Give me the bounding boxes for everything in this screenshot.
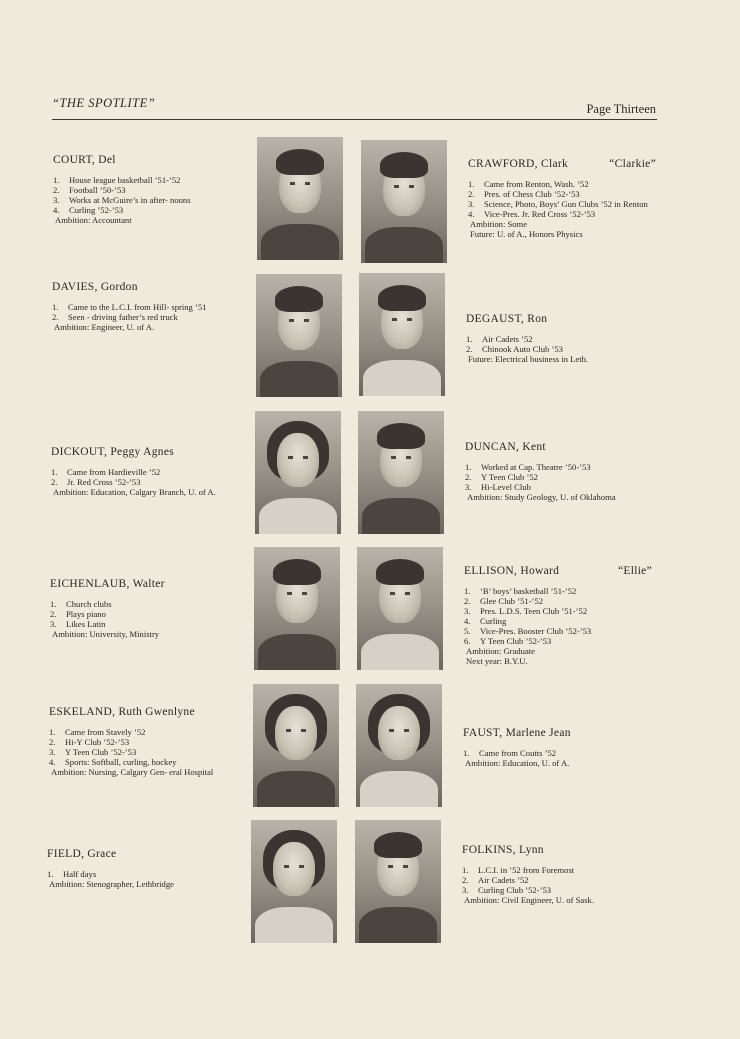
- activity-number: 2.: [50, 609, 57, 619]
- activity-item: [462, 875, 642, 885]
- activity-list: [47, 869, 237, 879]
- activity-item: [466, 334, 656, 344]
- student-name: [466, 313, 656, 325]
- student-photo-faust: [356, 684, 442, 807]
- student-name-text: FIELD, Grace: [47, 848, 117, 860]
- student-name: [47, 848, 237, 860]
- student-entry: [47, 848, 237, 889]
- activity-list: [465, 462, 645, 492]
- activity-list: [463, 748, 643, 758]
- activity-item: [49, 727, 234, 737]
- student-ambition: Ambition: Civil Engineer, U. of Sask.: [464, 895, 594, 905]
- activity-text: Curling: [480, 616, 507, 626]
- activity-number: 3.: [465, 482, 472, 492]
- activity-number: 1.: [465, 462, 472, 472]
- student-entry: [49, 706, 234, 777]
- student-ambition: Ambition: Nursing, Calgary Gen- eral Hospital: [51, 767, 214, 777]
- activity-item: [51, 477, 236, 487]
- activity-number: 2.: [468, 189, 475, 199]
- activity-number: 2.: [51, 477, 58, 487]
- activity-text: Seen - driving father’s red truck: [68, 312, 178, 322]
- student-ambition: Ambition: Study Geology, U. of Oklahoma: [467, 492, 616, 502]
- activity-item: [49, 757, 234, 767]
- student-name: [464, 565, 652, 577]
- activity-text: L.C.I. in ’52 from Foremost: [478, 865, 575, 875]
- activity-number: 2.: [465, 472, 472, 482]
- student-name: [51, 446, 236, 458]
- activity-item: [466, 344, 656, 354]
- activity-list: [53, 175, 238, 215]
- activity-number: 4.: [49, 757, 56, 767]
- activity-item: [468, 209, 656, 219]
- student-photo-field: [251, 820, 337, 943]
- activity-text: Y Teen Club ’52-’53: [480, 636, 552, 646]
- student-photo-court: [257, 137, 343, 260]
- activity-list: [49, 727, 234, 767]
- student-entry: [462, 844, 642, 905]
- activity-number: 1.: [464, 586, 471, 596]
- activity-text: Chinook Auto Club ’53: [482, 344, 563, 354]
- activity-item: [462, 885, 642, 895]
- student-photo-duncan: [358, 411, 444, 534]
- activity-item: [464, 616, 652, 626]
- student-name-text: DEGAUST, Ron: [466, 313, 548, 325]
- student-name: [468, 158, 656, 170]
- activity-text: Sports: Softball, curling, hockey: [65, 757, 177, 767]
- activity-item: [464, 586, 652, 596]
- activity-number: 3.: [464, 606, 471, 616]
- student-ambition: Ambition: Graduate: [466, 646, 535, 656]
- student-ambition: Ambition: Some: [470, 219, 528, 229]
- activity-number: 2.: [466, 344, 473, 354]
- activity-list: [468, 179, 656, 219]
- activity-text: Glee Club ’51-’52: [480, 596, 544, 606]
- activity-number: 1.: [462, 865, 469, 875]
- activity-text: Vice-Pres. Jr. Red Cross ’52-’53: [484, 209, 596, 219]
- student-entry: [466, 313, 656, 364]
- activity-text: Half days: [63, 869, 97, 879]
- student-entry: [50, 578, 235, 639]
- activity-text: ‘B’ boys’ basketball ’51-’52: [480, 586, 577, 596]
- student-name: [465, 441, 645, 453]
- student-nickname: “Clarkie”: [609, 158, 656, 170]
- activity-text: Likes Latin: [66, 619, 106, 629]
- activity-text: Jr. Red Cross ’52-’53: [67, 477, 141, 487]
- student-ambition: Ambition: Education, Calgary Branch, U. of A.: [53, 487, 216, 497]
- student-ambition: Ambition: Engineer, U. of A.: [54, 322, 155, 332]
- student-entry: [464, 565, 652, 666]
- activity-text: Curling Club ’52-’53: [478, 885, 552, 895]
- activity-text: Hi-Y Club ’52-’53: [65, 737, 130, 747]
- student-name-text: COURT, Del: [53, 154, 116, 166]
- student-photo-crawford: [361, 140, 447, 263]
- activity-text: Came from Coutts ’52: [479, 748, 557, 758]
- activity-number: 1.: [51, 467, 58, 477]
- student-entry: [53, 154, 238, 225]
- student-entry: [51, 446, 236, 497]
- activity-text: Pres. of Chess Club ’52-’53: [484, 189, 580, 199]
- student-entry: [463, 727, 643, 768]
- activity-number: 4.: [468, 209, 475, 219]
- activity-item: [52, 302, 237, 312]
- student-future: Future: U. of A., Honors Physics: [470, 229, 583, 239]
- activity-text: Air Cadets ’52: [482, 334, 533, 344]
- student-name-text: FAUST, Marlene Jean: [463, 727, 571, 739]
- activity-number: 1.: [47, 869, 54, 879]
- activity-text: Plays piano: [66, 609, 106, 619]
- activity-number: 2.: [53, 185, 60, 195]
- activity-text: House league basketball ’51-’52: [69, 175, 181, 185]
- student-name: [52, 281, 237, 293]
- activity-number: 5.: [464, 626, 471, 636]
- activity-number: 6.: [464, 636, 471, 646]
- student-photo-folkins: [355, 820, 441, 943]
- student-nickname: “Ellie”: [617, 565, 652, 577]
- student-photo-davies: [256, 274, 342, 397]
- publication-title: “THE SPOTLITE”: [52, 96, 156, 110]
- student-future: Next year: B.Y.U.: [466, 656, 528, 666]
- activity-number: 3.: [49, 747, 56, 757]
- student-ambition: Ambition: Education, U. of A.: [465, 758, 570, 768]
- student-ambition: Future: Electrical business in Leth.: [468, 354, 589, 364]
- activity-text: Y Teen Club ’52: [481, 472, 538, 482]
- activity-text: Air Cadets ’52: [478, 875, 529, 885]
- activity-item: [51, 467, 236, 477]
- activity-number: 1.: [466, 334, 473, 344]
- student-name-text: EICHENLAUB, Walter: [50, 578, 165, 590]
- activity-number: 2.: [464, 596, 471, 606]
- activity-list: [52, 302, 237, 322]
- student-photo-degaust: [359, 273, 445, 396]
- student-name: [462, 844, 642, 856]
- student-name: [49, 706, 234, 718]
- activity-text: Came from Stavely ’52: [65, 727, 146, 737]
- activity-text: Worked at Cap. Theatre ’50-’53: [481, 462, 591, 472]
- activity-item: [53, 175, 238, 185]
- activity-number: 4.: [464, 616, 471, 626]
- activity-text: Pres. L.D.S. Teen Club ’51-’52: [480, 606, 588, 616]
- activity-list: [464, 586, 652, 646]
- activity-number: 3.: [462, 885, 469, 895]
- activity-text: Science, Photo, Boys’ Gun Clubs ’52 in Renton: [484, 199, 648, 209]
- activity-item: [465, 472, 645, 482]
- activity-item: [49, 747, 234, 757]
- activity-item: [53, 185, 238, 195]
- student-ambition: Ambition: Accountant: [55, 215, 132, 225]
- activity-number: 3.: [468, 199, 475, 209]
- student-entry: [468, 158, 656, 239]
- activity-text: Church clubs: [66, 599, 112, 609]
- activity-number: 1.: [468, 179, 475, 189]
- activity-item: [468, 199, 656, 209]
- activity-number: 2.: [462, 875, 469, 885]
- activity-text: Works at McGuire’s in after- noons: [69, 195, 191, 205]
- activity-list: [51, 467, 236, 487]
- activity-number: 4.: [53, 205, 60, 215]
- student-name-text: DAVIES, Gordon: [52, 281, 138, 293]
- student-name-text: DICKOUT, Peggy Agnes: [51, 446, 175, 458]
- activity-item: [462, 865, 642, 875]
- activity-item: [464, 626, 652, 636]
- student-name: [50, 578, 235, 590]
- student-photo-eskeland: [253, 684, 339, 807]
- student-ambition: Ambition: University, Ministry: [52, 629, 160, 639]
- student-name-text: ESKELAND, Ruth Gwenlyne: [49, 706, 195, 718]
- student-photo-dickout: [255, 411, 341, 534]
- activity-text: Hi-Level Club: [481, 482, 531, 492]
- activity-item: [464, 606, 652, 616]
- activity-item: [468, 179, 656, 189]
- student-name-text: DUNCAN, Kent: [465, 441, 546, 453]
- activity-list: [50, 599, 235, 629]
- activity-number: 3.: [53, 195, 60, 205]
- activity-item: [465, 482, 645, 492]
- student-name: [463, 727, 643, 739]
- activity-text: Curling ’52-’53: [69, 205, 124, 215]
- activity-number: 2.: [52, 312, 59, 322]
- activity-item: [50, 599, 235, 609]
- student-name-text: ELLISON, Howard: [464, 565, 560, 577]
- activity-item: [464, 596, 652, 606]
- page-number: Page Thirteen: [586, 102, 656, 116]
- activity-item: [53, 195, 238, 205]
- activity-item: [465, 462, 645, 472]
- activity-text: Came from Renton, Wash. ’52: [484, 179, 589, 189]
- activity-number: 1.: [49, 727, 56, 737]
- activity-item: [468, 189, 656, 199]
- activity-item: [47, 869, 237, 879]
- activity-list: [462, 865, 642, 895]
- activity-number: 1.: [50, 599, 57, 609]
- activity-number: 2.: [49, 737, 56, 747]
- student-name-text: CRAWFORD, Clark: [468, 158, 569, 170]
- activity-number: 1.: [463, 748, 470, 758]
- header-rule: [52, 119, 657, 120]
- activity-item: [52, 312, 237, 322]
- activity-number: 1.: [53, 175, 60, 185]
- activity-item: [49, 737, 234, 747]
- student-photo-ellison: [357, 547, 443, 670]
- activity-item: [50, 609, 235, 619]
- student-name: [53, 154, 238, 166]
- activity-text: Y Teen Club ’52-’53: [65, 747, 137, 757]
- activity-text: Came to the L.C.I. from Hill- spring ’51: [68, 302, 207, 312]
- activity-text: Football ’50-’53: [69, 185, 126, 195]
- activity-number: 3.: [50, 619, 57, 629]
- student-name-text: FOLKINS, Lynn: [462, 844, 544, 856]
- activity-text: Came from Hardieville ’52: [67, 467, 161, 477]
- activity-list: [466, 334, 656, 354]
- student-entry: [52, 281, 237, 332]
- student-entry: [465, 441, 645, 502]
- activity-item: [464, 636, 652, 646]
- activity-item: [463, 748, 643, 758]
- activity-item: [50, 619, 235, 629]
- activity-item: [53, 205, 238, 215]
- activity-number: 1.: [52, 302, 59, 312]
- activity-text: Vice-Pres. Booster Club ’52-’53: [480, 626, 592, 636]
- student-ambition: Ambition: Stenographer, Lethbridge: [49, 879, 174, 889]
- student-photo-eichenlaub: [254, 547, 340, 670]
